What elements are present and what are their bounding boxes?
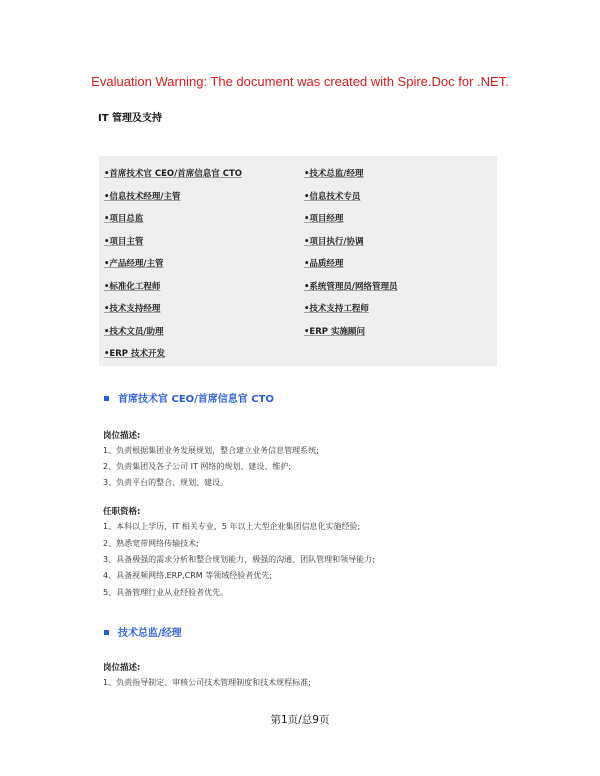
- toc-link[interactable]: •技术支持工程师: [304, 304, 369, 314]
- job-desc-line: 1、负责指导制定、审核公司技术管理制度和技术规程标准;: [103, 678, 311, 687]
- toc-link[interactable]: •信息技术专员: [304, 192, 361, 202]
- toc-link[interactable]: •技术支持经理: [104, 304, 161, 314]
- job-heading: [104, 624, 182, 639]
- job-desc-line: 1、负责根据集团业务发展规划，整合建立业务信息管理系统;: [103, 446, 319, 455]
- section-title: IT 管理及支持: [98, 113, 163, 124]
- job-desc-label: 岗位描述:: [103, 663, 141, 673]
- job-desc-line: 3、负责平台的整合、规划、建设。: [103, 478, 229, 487]
- toc-link[interactable]: •项目总监: [104, 214, 144, 224]
- toc-link[interactable]: •标准化工程师: [104, 282, 161, 292]
- toc-link[interactable]: •品质经理: [304, 259, 344, 269]
- square-bullet-icon: [104, 396, 109, 401]
- toc-link[interactable]: •产品经理/主管: [104, 259, 164, 269]
- toc-link[interactable]: •技术总监/经理: [304, 169, 364, 179]
- job-req-label: 任职资格:: [103, 507, 141, 517]
- job-heading: [104, 390, 274, 405]
- toc-link[interactable]: •项目执行/协调: [304, 237, 364, 247]
- toc-link[interactable]: •信息技术经理/主管: [104, 192, 181, 202]
- job-req-line: 5、具备管理行业从业经验者优先。: [103, 588, 229, 597]
- toc-link[interactable]: •首席技术官 CEO/首席信息官 CTO: [104, 169, 242, 179]
- toc-link[interactable]: •ERP 技术开发: [104, 349, 165, 359]
- toc-box: [99, 156, 497, 366]
- job-desc-line: 2、负责集团及各子公司 IT 网络的规划、建设、维护;: [103, 462, 292, 471]
- job-req-line: 2、熟悉宽带网络传输技术;: [103, 539, 199, 548]
- evaluation-warning: Evaluation Warning: The document was created with Spire.Doc for .NET.: [91, 74, 509, 89]
- toc-link[interactable]: •项目经理: [304, 214, 344, 224]
- toc-link[interactable]: •项目主管: [104, 237, 144, 247]
- job-req-line: 1、本科以上学历，IT 相关专业，5 年以上大型企业集团信息化实施经验;: [103, 522, 361, 531]
- job-req-line: 3、具备极强的需求分析和整合规划能力，极强的沟通、团队管理和领导能力;: [103, 555, 375, 564]
- square-bullet-icon: [104, 630, 109, 635]
- page-number: 第1页/总9页: [270, 714, 330, 726]
- toc-link[interactable]: •技术文员/助理: [104, 327, 164, 337]
- toc-link[interactable]: •ERP 实施顾问: [304, 327, 365, 337]
- job-desc-label: 岗位描述:: [103, 431, 141, 441]
- toc-link[interactable]: •系统管理员/网络管理员: [304, 282, 398, 292]
- job-req-line: 4、具备视频网络,ERP,CRM 等领域经验者优先;: [103, 571, 272, 580]
- job-heading-text: 技术总监/经理: [118, 628, 182, 639]
- job-heading-text: 首席技术官 CEO/首席信息官 CTO: [118, 394, 274, 405]
